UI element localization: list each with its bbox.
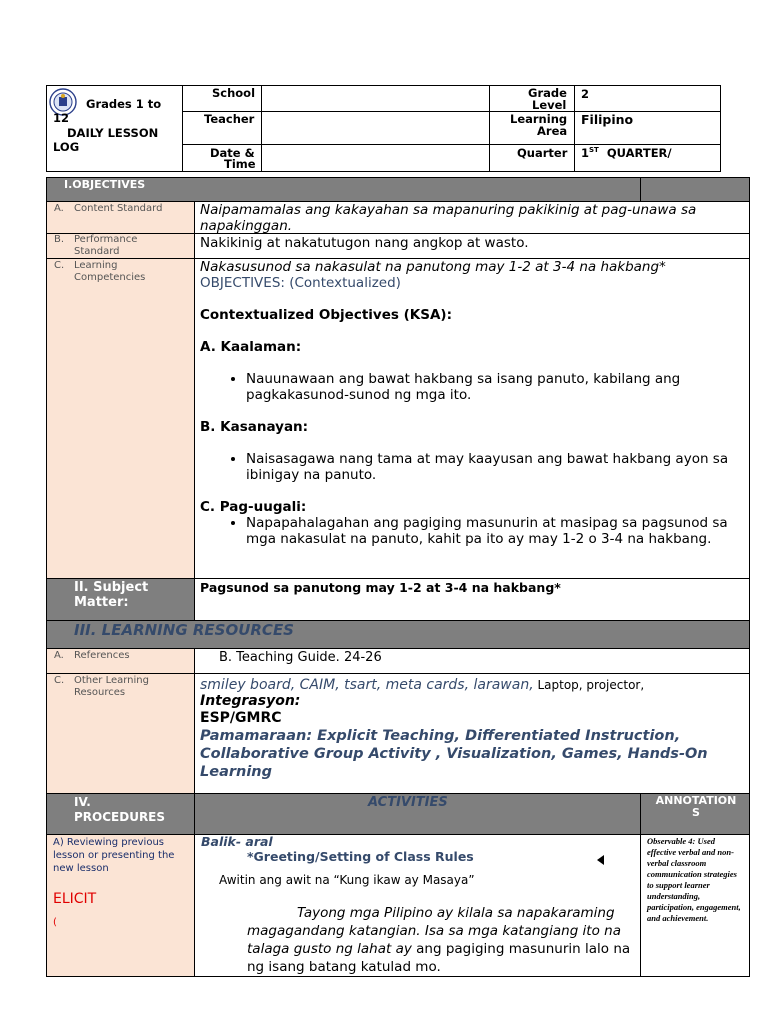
intro-paragraph: Tayong mga Pilipino ay kilala sa napakaraming magagandang katangian. Isa sa mga katangiang ito na talaga gusto ng lahat ay ang pagiging masunurin lalo na ng isang batang katulad mo. [247, 905, 631, 975]
title-line-1: Grades 1 to [86, 97, 162, 111]
step-a-label: A) Reviewing previous lesson or presenting the new lesson [53, 837, 175, 874]
annotation-text: Observable 4: Used effective verbal and non-verbal classroom communication strategies to support learner understanding, participation, engagement, and achievement. [647, 836, 741, 923]
teacher-label: Teacher [204, 112, 255, 126]
kasanayan-item: • Naisasagawa nang tama at may kaayusan ang bawat hakbang ayon sa ibinigay na panuto. [246, 451, 748, 483]
greeting-rules: *Greeting/Setting of Class Rules [247, 849, 474, 864]
content-standard-label: A. Content Standard [54, 203, 163, 214]
learning-resources-heading: III. LEARNING RESOURCES [74, 621, 294, 639]
other-resources-block [200, 674, 740, 781]
grade-label-2: Level [532, 98, 567, 112]
area-label-1: Learning [510, 112, 568, 126]
competencies-block [200, 259, 748, 547]
elicit-label: ELICIT [53, 891, 97, 907]
paguugali-heading: C. Pag-uugali: [200, 499, 307, 515]
references-value: B. Teaching Guide. 24-26 [219, 650, 382, 665]
paguugali-item: • Napapahalagahan ang pagiging masunurin at masipag sa pagsunod sa mga nakasulat na panuto, kahit pa ito ay may 1-2 o 3-4 na hakbang. [246, 515, 748, 547]
kaalaman-item: • Nauunawaan ang bawat hakbang sa isang panuto, kabilang ang pagkakasunod-sunod ng mga ito. [246, 371, 748, 403]
ksa-heading: Contextualized Objectives (KSA): [200, 307, 452, 323]
activities-heading: ACTIVITIES [368, 795, 448, 810]
performance-value: Nakikinig at nakatutugon nang angkop at wasto. [200, 235, 529, 251]
competencies-label: C. Learning Competencies [54, 260, 146, 283]
kaalaman-heading: A. Kaalaman: [200, 339, 302, 355]
caret-left-icon [597, 850, 605, 860]
subject-matter-label: II. Subject Matter: [74, 580, 149, 610]
title-line-2: 12 [53, 111, 70, 125]
balik-aral: Balik- aral [201, 834, 273, 849]
procedures-label: IV. PROCEDURES [74, 795, 166, 824]
kasanayan-heading: B. Kasanayan: [200, 419, 309, 435]
competency-text: Nakasusunod sa nakasulat na panutong may 1-2 at 3-4 na hakbang* [200, 259, 666, 275]
objectives-contextualized: OBJECTIVES: (Contextualized) [200, 275, 401, 291]
awitin-text: Awitin ang awit na “Kung ikaw ay Masaya” [219, 873, 475, 887]
quarter-value: 1ST QUARTER/ [581, 146, 672, 160]
integrasyon-label: Integrasyon: [200, 693, 301, 709]
materials-line: smiley board, CAIM, tsart, meta cards, larawan, Laptop, projector, [200, 677, 645, 693]
performance-label: B. Performance Standard [54, 234, 138, 257]
grade-label-1: Grade [528, 86, 567, 100]
objectives-heading: I.OBJECTIVES [64, 178, 146, 191]
integrasyon-value: ESP/GMRC [200, 710, 282, 726]
pamamaraan-text: Pamamaraan: Explicit Teaching, Differentiated Instruction, Collaborative Group Activity , Visualization, Games, Hands-On Learning [200, 728, 708, 780]
quarter-label: Quarter [517, 146, 568, 160]
area-value: Filipino [581, 112, 634, 127]
content-standard-value: Naipamamalas ang kakayahan sa mapanuring pakikinig at pag-unawa sa napakinggan. [200, 202, 697, 234]
annotations-heading: ANNOTATION S [655, 794, 737, 819]
grade-value: 2 [581, 87, 590, 101]
subject-matter-value: Pagsunod sa panutong may 1-2 at 3-4 na hakbang* [200, 580, 561, 595]
references-label: A. References [54, 650, 130, 661]
date-label-1: Date & [210, 146, 255, 160]
other-resources-label: C. Other Learning Resources [54, 675, 149, 698]
paren-text: ( [53, 917, 57, 928]
title-line-3: DAILY LESSON [67, 126, 159, 140]
title-line-4: LOG [53, 140, 80, 154]
area-label-2: Area [537, 124, 568, 138]
school-label: School [212, 86, 256, 100]
date-label-2: Time [224, 157, 256, 171]
